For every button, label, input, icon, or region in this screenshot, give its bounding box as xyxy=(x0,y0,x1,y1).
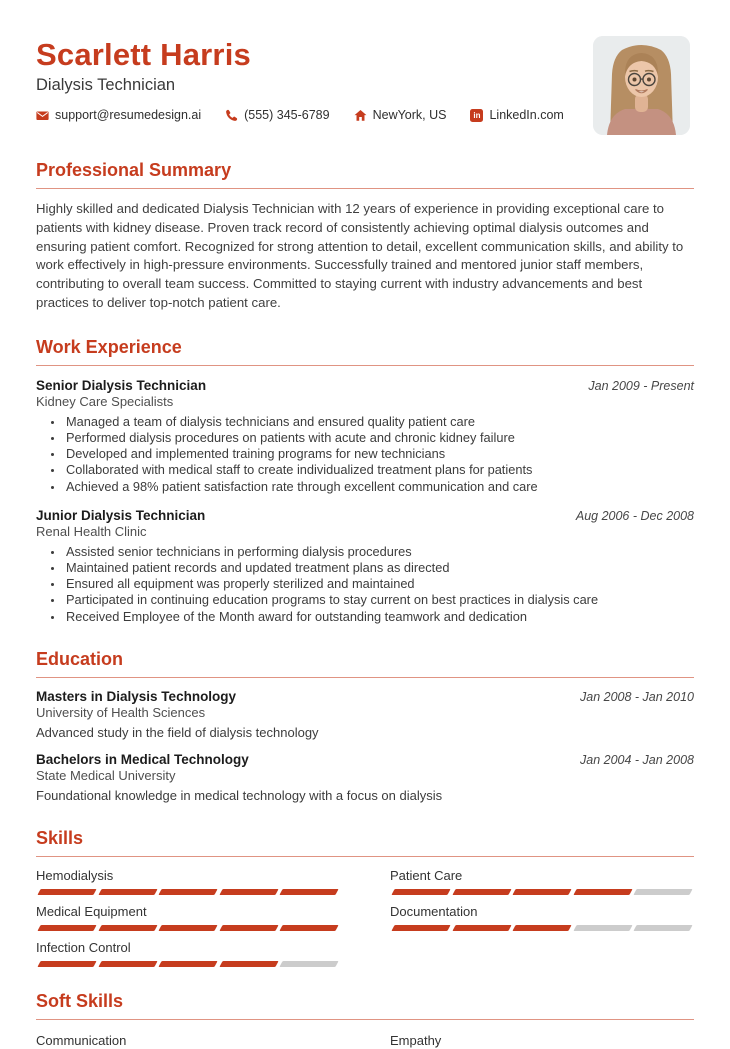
skill-bar xyxy=(390,925,694,931)
person-name: Scarlett Harris xyxy=(36,37,251,72)
skill-item xyxy=(36,904,340,931)
job-dates: Aug 2006 - Dec 2008 xyxy=(575,508,694,523)
bullet-item: • Achieved a 98% patient satisfaction rate through excellent communication and care xyxy=(64,479,694,495)
skill-segment xyxy=(159,889,218,895)
skill-segment xyxy=(98,961,157,967)
contact-phone-text: (555) 345-6789 xyxy=(244,108,330,122)
contact-linkedin-text: LinkedIn.com xyxy=(489,108,564,122)
phone-icon xyxy=(225,109,238,122)
job-title: Junior Dialysis Technician xyxy=(36,507,206,523)
bullet-item: • Maintained patient records and updated treatment plans as directed xyxy=(64,560,694,576)
skill-segment xyxy=(219,889,278,895)
bullet-item: • Participated in continuing education programs to stay current on best practices in dialysis care xyxy=(64,592,694,608)
skills-heading: Skills xyxy=(36,828,694,857)
skill-bar xyxy=(36,889,340,895)
section-soft-skills xyxy=(36,991,694,1049)
education-entry xyxy=(36,751,694,804)
section-professional-summary xyxy=(36,160,694,313)
bullet-item: • Developed and implemented training programs for new technicians xyxy=(64,446,694,462)
job-bullet-list xyxy=(36,414,694,495)
job-dates: Jan 2009 - Present xyxy=(588,378,694,393)
education-degree: Bachelors in Medical Technology xyxy=(36,751,249,767)
skill-segment xyxy=(159,925,218,931)
skill-label: Patient Care xyxy=(390,867,463,883)
job-entry xyxy=(36,377,694,495)
email-icon xyxy=(36,109,49,122)
soft-skills-heading: Soft Skills xyxy=(36,991,694,1020)
skill-bar xyxy=(36,925,340,931)
home-icon xyxy=(354,109,367,122)
skill-segment xyxy=(280,925,339,931)
education-degree: Masters in Dialysis Technology xyxy=(36,688,237,704)
skill-label: Hemodialysis xyxy=(36,867,114,883)
skill-bar xyxy=(36,961,340,967)
contact-linkedin[interactable] xyxy=(470,108,563,122)
skill-segment xyxy=(513,925,572,931)
skill-segment xyxy=(452,925,511,931)
skill-segment xyxy=(98,925,157,931)
education-dates: Jan 2008 - Jan 2010 xyxy=(580,689,694,704)
bullet-item: • Assisted senior technicians in performing dialysis procedures xyxy=(64,544,694,560)
skill-segment xyxy=(37,889,96,895)
bullet-item: • Ensured all equipment was properly sterilized and maintained xyxy=(64,576,694,592)
skill-segment xyxy=(391,889,450,895)
contact-email[interactable] xyxy=(36,108,201,122)
job-entry-head xyxy=(36,377,694,410)
job-title: Senior Dialysis Technician xyxy=(36,377,207,393)
contact-location-text: NewYork, US xyxy=(372,108,447,122)
skill-segment xyxy=(37,925,96,931)
skill-label: Medical Equipment xyxy=(36,903,147,919)
education-description: Foundational knowledge in medical technology with a focus on dialysis xyxy=(36,787,443,803)
job-entry-head xyxy=(36,507,694,540)
job-company: Renal Health Clinic xyxy=(36,523,147,539)
skill-segment xyxy=(634,889,693,895)
bullet-item: • Performed dialysis procedures on patients with acute and chronic kidney failure xyxy=(64,430,694,446)
skill-segment xyxy=(37,961,96,967)
skill-label: Documentation xyxy=(390,903,478,919)
bullet-item: • Received Employee of the Month award for outstanding teamwork and dedication xyxy=(64,609,694,625)
skill-segment xyxy=(573,925,632,931)
job-entry xyxy=(36,507,694,625)
bullet-item: • Collaborated with medical staff to create individualized treatment plans for patients xyxy=(64,462,694,478)
skill-segment xyxy=(159,961,218,967)
summary-heading: Professional Summary xyxy=(36,160,694,189)
skill-segment xyxy=(513,889,572,895)
contact-location xyxy=(354,108,447,122)
soft-skill-label: Empathy xyxy=(390,1032,442,1048)
soft-skill-label: Communication xyxy=(36,1032,127,1048)
linkedin-icon: in xyxy=(470,109,483,122)
skill-label: Infection Control xyxy=(36,939,131,955)
skill-segment xyxy=(280,889,339,895)
section-education xyxy=(36,649,694,804)
education-entry-head xyxy=(36,688,694,721)
skill-segment xyxy=(98,889,157,895)
bullet-item: • Managed a team of dialysis technicians and ensured quality patient care xyxy=(64,414,694,430)
soft-skills-partial-row xyxy=(36,1033,694,1049)
education-entry-head xyxy=(36,751,694,784)
education-school: State Medical University xyxy=(36,767,176,783)
skill-bar xyxy=(390,889,694,895)
summary-text: Highly skilled and dedicated Dialysis Technician with 12 years of experience in providing exceptional care to patients with kidney disease. Proven track record of consistently achieving optimal dialysis outcomes and ensuring patient comfort. Recognized for strong attention to detail, excellent communication skills, and ability to work effectively in high-pressure environments. Successfully trained and mentored junior staff members, contributing to overall team success. Committed to staying current with industry advancements and best practices to deliver top-notch patient care. xyxy=(36,201,684,310)
education-description: Advanced study in the field of dialysis technology xyxy=(36,724,319,740)
profile-photo-illustration xyxy=(593,36,690,135)
profile-photo xyxy=(593,36,690,135)
skill-item xyxy=(390,904,694,931)
job-company: Kidney Care Specialists xyxy=(36,393,174,409)
skill-segment xyxy=(391,925,450,931)
skill-segment xyxy=(280,961,339,967)
education-entry xyxy=(36,688,694,741)
contact-phone[interactable] xyxy=(225,108,329,122)
skill-item xyxy=(36,940,340,967)
education-school: University of Health Sciences xyxy=(36,704,206,720)
skill-segment xyxy=(219,961,278,967)
person-job-title: Dialysis Technician xyxy=(36,76,176,94)
skills-grid xyxy=(36,868,694,967)
skill-item xyxy=(390,868,694,895)
section-work-experience xyxy=(36,337,694,625)
job-bullet-list xyxy=(36,544,694,625)
skill-segment xyxy=(634,925,693,931)
skill-segment xyxy=(573,889,632,895)
skill-item xyxy=(36,868,340,895)
experience-heading: Work Experience xyxy=(36,337,694,366)
education-heading: Education xyxy=(36,649,694,678)
contact-email-text: support@resumedesign.ai xyxy=(55,108,202,122)
skill-segment xyxy=(452,889,511,895)
section-skills xyxy=(36,828,694,967)
skill-segment xyxy=(219,925,278,931)
education-dates: Jan 2004 - Jan 2008 xyxy=(580,752,694,767)
